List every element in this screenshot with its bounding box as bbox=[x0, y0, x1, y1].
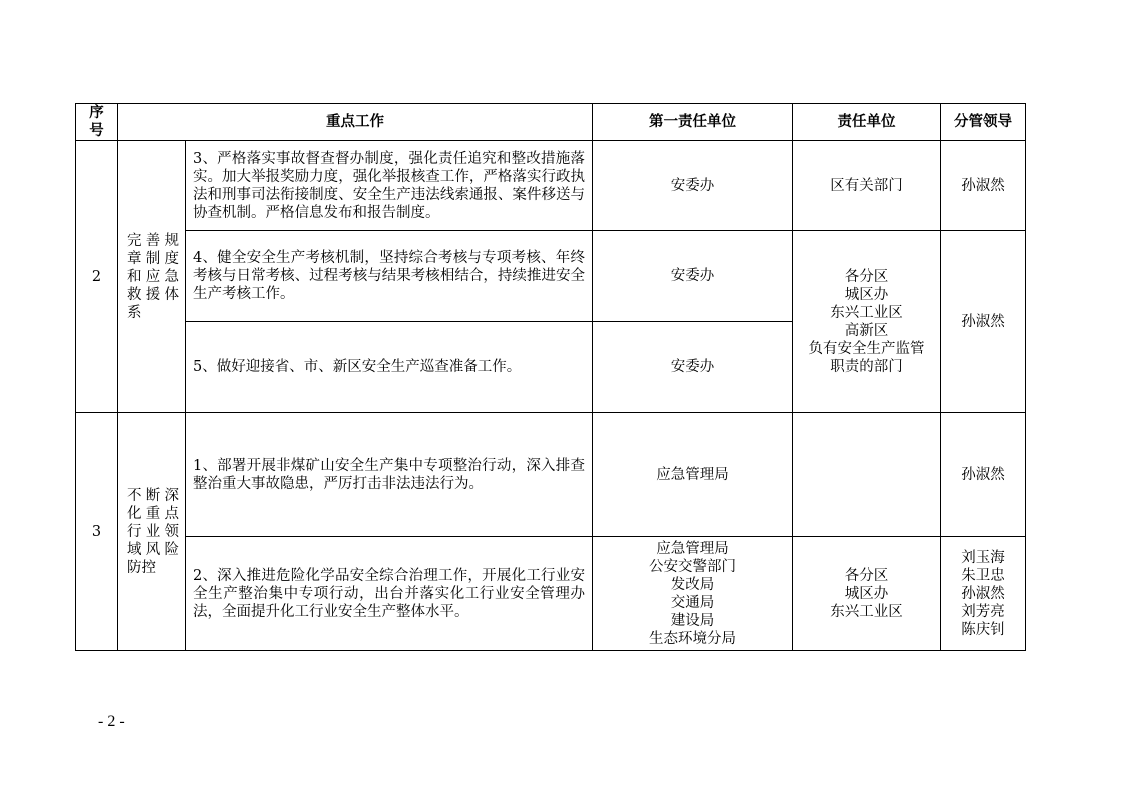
leader-item: 刘玉海 bbox=[961, 549, 1005, 566]
first-unit-item: 安委办 bbox=[670, 177, 715, 194]
work-cell: 4、健全安全生产考核机制，坚持综合考核与专项考核、年终考核与日常考核、过程考核与结果考核相结合，持续推进安全生产考核工作。 bbox=[186, 231, 593, 322]
leader-cell-shared bbox=[941, 231, 1026, 413]
leader-cell bbox=[941, 141, 1026, 231]
unit-cell bbox=[793, 413, 941, 537]
header-seq bbox=[76, 104, 118, 141]
leader-item: 孙淑然 bbox=[961, 466, 1005, 483]
seq-cell: 2 bbox=[76, 141, 118, 413]
header-first-unit: 第一责任单位 bbox=[593, 104, 793, 141]
work-cell: 2、深入推进危险化学品安全综合治理工作，开展化工行业安全生产整治集中专项行动，出台并落实化工行业安全管理办法，全面提升化工行业安全生产整体水平。 bbox=[186, 537, 593, 651]
unit-item: 各分区 bbox=[844, 567, 889, 584]
first-unit-item: 安委办 bbox=[670, 268, 715, 284]
header-seq-line1: 序 bbox=[89, 104, 104, 121]
table-row bbox=[76, 413, 1026, 537]
table-row bbox=[76, 141, 1026, 231]
unit-item: 城区办 bbox=[844, 286, 889, 303]
header-seq-line2: 号 bbox=[89, 122, 104, 139]
first-unit-cell bbox=[593, 537, 793, 651]
leader-item: 孙淑然 bbox=[961, 585, 1005, 602]
leader-cell bbox=[941, 537, 1026, 651]
unit-item: 负有安全生产监管 bbox=[808, 340, 925, 357]
first-unit-item: 发改局 bbox=[670, 576, 715, 593]
table-header-row bbox=[76, 104, 1026, 141]
unit-item: 东兴工业区 bbox=[830, 603, 903, 620]
table-row bbox=[76, 537, 1026, 651]
unit-cell bbox=[793, 537, 941, 651]
unit-item: 区有关部门 bbox=[830, 177, 903, 194]
first-unit-item: 交通局 bbox=[670, 594, 715, 611]
leader-item: 孙淑然 bbox=[961, 313, 1005, 330]
first-unit-cell bbox=[593, 322, 793, 413]
category-cell: 不断深化重点行业领域风险防控 bbox=[118, 413, 186, 651]
work-cell: 3、严格落实事故督查督办制度，强化责任追究和整改措施落实。加大举报奖励力度，强化举报核查工作，严格落实行政执法和刑事司法衔接制度、安全生产违法线索通报、案件移送与协查机制。严格信息发布和报告制度。 bbox=[186, 141, 593, 231]
first-unit-item: 应急管理局 bbox=[656, 540, 729, 557]
first-unit-cell bbox=[593, 141, 793, 231]
page-number: - 2 - bbox=[98, 713, 125, 730]
leader-item: 刘芳亮 bbox=[961, 603, 1005, 620]
seq-cell: 3 bbox=[76, 413, 118, 651]
table-row bbox=[76, 231, 1026, 322]
unit-item: 职责的部门 bbox=[830, 358, 903, 375]
first-unit-item: 建设局 bbox=[670, 612, 715, 629]
header-work: 重点工作 bbox=[118, 104, 593, 141]
first-unit-item: 公安交警部门 bbox=[649, 558, 736, 575]
first-unit-item: 生态环境分局 bbox=[649, 630, 736, 647]
first-unit-item: 安委办 bbox=[670, 359, 715, 375]
unit-item: 各分区 bbox=[844, 268, 889, 285]
work-table bbox=[75, 103, 1026, 651]
unit-item: 高新区 bbox=[844, 322, 889, 339]
work-cell: 5、做好迎接省、市、新区安全生产巡查准备工作。 bbox=[186, 322, 593, 413]
header-unit: 责任单位 bbox=[793, 104, 941, 141]
first-unit-cell bbox=[593, 231, 793, 322]
leader-item: 孙淑然 bbox=[961, 177, 1005, 194]
first-unit-item: 应急管理局 bbox=[656, 466, 729, 483]
unit-item: 城区办 bbox=[844, 585, 889, 602]
header-leader: 分管领导 bbox=[941, 104, 1026, 141]
leader-item: 陈庆钊 bbox=[961, 621, 1005, 638]
leader-cell bbox=[941, 413, 1026, 537]
unit-item: 东兴工业区 bbox=[830, 304, 903, 321]
unit-cell bbox=[793, 141, 941, 231]
category-cell: 完善规章制度和应急救援体系 bbox=[118, 141, 186, 413]
unit-cell-shared bbox=[793, 231, 941, 413]
leader-item: 朱卫忠 bbox=[961, 567, 1005, 584]
first-unit-cell bbox=[593, 413, 793, 537]
work-cell: 1、部署开展非煤矿山安全生产集中专项整治行动，深入排查整治重大事故隐患，严厉打击非法违法行为。 bbox=[186, 413, 593, 537]
